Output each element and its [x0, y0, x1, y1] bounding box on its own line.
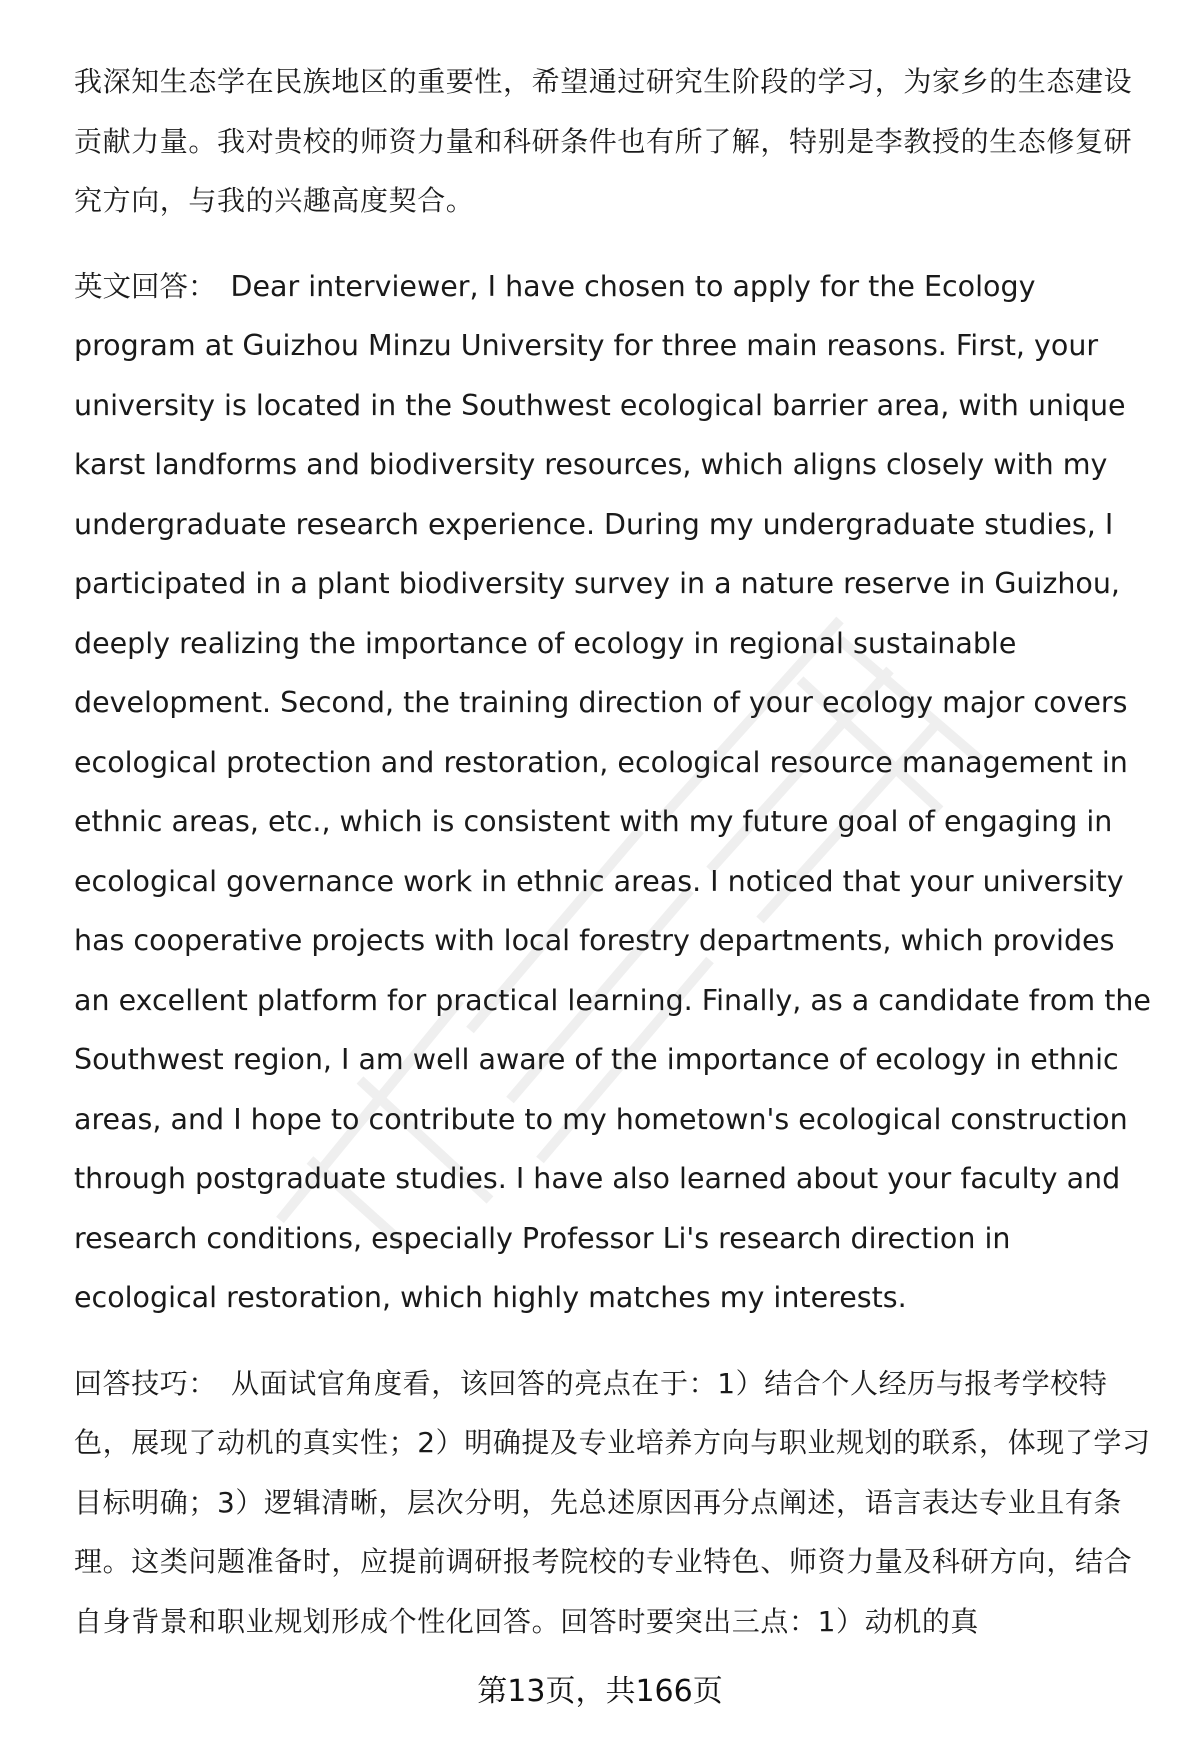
english-answer-label: 英文回答：	[74, 269, 217, 303]
paragraph-english-answer	[74, 257, 1154, 1328]
page-indicator: 第13页，共166页	[477, 1674, 723, 1709]
english-answer-text: Dear interviewer, I have chosen to apply for the Ecology program at Guizhou Minzu University for three main reasons. First, your university is located in the Southwest ecological barrier area, with unique karst landforms and biodiversity resources, which aligns closely with my undergraduate research experience. During my undergraduate studies, I participated in a plant biodiversity survey in a nature reserve in Guizhou, deeply realizing the importance of ecology in regional sustainable development. Second, the training direction of your ecology major covers ecological protection and restoration, ecological resource management in ethnic areas, etc., which is consistent with my future goal of engaging in ecological governance work in ethnic areas. I noticed that your university has cooperative projects with local forestry departments, which provides an excellent platform for practical learning. Finally, as a candidate from the Southwest region, I am well aware of the importance of ecology in ethnic areas, and I hope to contribute to my hometown's ecological construction through postgraduate studies. I have also learned about your faculty and research conditions, especially Professor Li's research direction in ecological restoration, which highly matches my interests.	[74, 269, 1151, 1314]
paragraph-answer-tips	[74, 1354, 1154, 1652]
paragraph-chinese-intro: 我深知生态学在民族地区的重要性，希望通过研究生阶段的学习，为家乡的生态建设贡献力量。我对贵校的师资力量和科研条件也有所了解，特别是李教授的生态修复研究方向，与我的兴趣高度契合。	[74, 65, 1133, 217]
tips-label: 回答技巧：	[74, 1366, 218, 1400]
tips-text: 从面试官角度看，该回答的亮点在于：1）结合个人经历与报考学校特色，展现了动机的真实性；2）明确提及专业培养方向与职业规划的联系，体现了学习目标明确；3）逻辑清晰，层次分明，先总述原因再分点阐述，语言表达专业且有条理。这类问题准备时，应提前调研报考院校的专业特色、师资力量及科研方向，结合自身背景和职业规划形成个性化回答。回答时要突出三点：1）动机的真	[74, 1366, 1151, 1638]
document-body	[74, 52, 1154, 1677]
